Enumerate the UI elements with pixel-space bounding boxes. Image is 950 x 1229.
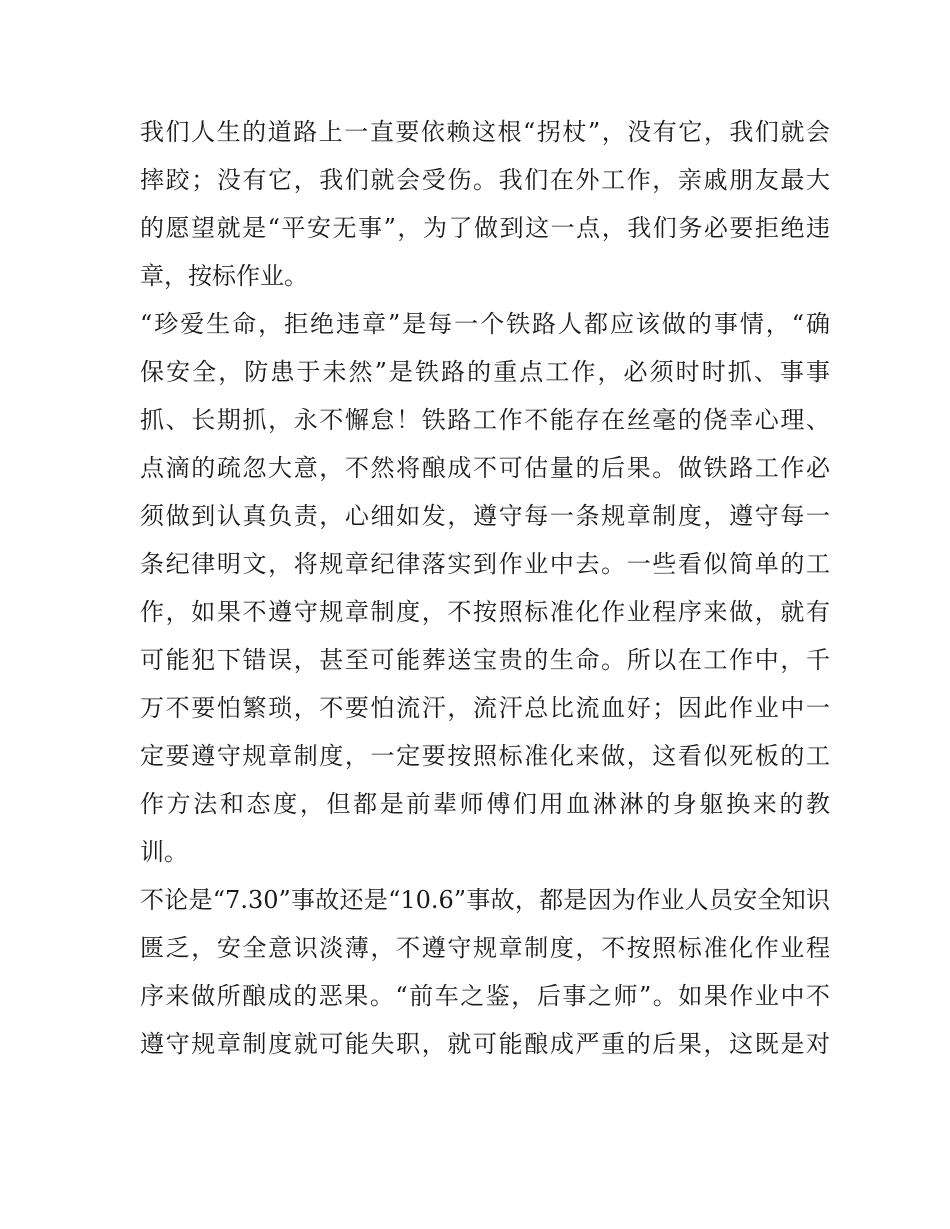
text-line: 定要遵守规章制度，一定要按照标准化来做，这看似死板的工 xyxy=(140,742,830,770)
text-line: 保安全，防患于未然”是铁路的重点工作，必须时时抓、事事 xyxy=(140,358,830,386)
text-line: 作，如果不遵守规章制度，不按照标准化作业程序来做，就有 xyxy=(140,598,830,626)
text-line: 作方法和态度，但都是前辈师傅们用血淋淋的身躯换来的教 xyxy=(140,790,830,818)
text-line: 条纪律明文，将规章纪律落实到作业中去。一些看似简单的工 xyxy=(140,550,830,578)
text-line: 序来做所酿成的恶果。“前车之鉴，后事之师”。如果作业中不 xyxy=(140,982,830,1010)
text-line: 匮乏，安全意识淡薄，不遵守规章制度，不按照标准化作业程 xyxy=(140,934,830,962)
text-line: 我们人生的道路上一直要依赖这根“拐杖”，没有它，我们就会 xyxy=(140,118,830,146)
text-line: 抓、长期抓，永不懈怠！铁路工作不能存在丝毫的侥幸心理、 xyxy=(140,406,830,434)
paragraph-1 xyxy=(140,108,830,300)
text-line: “珍爱生命，拒绝违章”是每一个铁路人都应该做的事情，“确 xyxy=(140,310,830,338)
text-line: 不论是“7.30”事故还是“10.6”事故，都是因为作业人员安全知识 xyxy=(140,886,830,914)
text-line: 点滴的疏忽大意，不然将酿成不可估量的后果。做铁路工作必 xyxy=(140,454,830,482)
text-line: 的愿望就是“平安无事”，为了做到这一点，我们务必要拒绝违 xyxy=(140,214,830,242)
text-line: 摔跤；没有它，我们就会受伤。我们在外工作，亲戚朋友最大 xyxy=(140,166,830,194)
paragraph-2 xyxy=(140,300,830,876)
paragraph-3 xyxy=(140,876,830,1068)
text-line: 训。 xyxy=(140,838,188,866)
text-line: 可能犯下错误，甚至可能葬送宝贵的生命。所以在工作中，千 xyxy=(140,646,830,674)
document-body xyxy=(140,108,830,1068)
text-line: 遵守规章制度就可能失职，就可能酿成严重的后果，这既是对 xyxy=(140,1030,830,1058)
text-line: 章，按标作业。 xyxy=(140,262,308,290)
text-line: 万不要怕繁琐，不要怕流汗，流汗总比流血好；因此作业中一 xyxy=(140,694,830,722)
text-line: 须做到认真负责，心细如发，遵守每一条规章制度，遵守每一 xyxy=(140,502,830,530)
